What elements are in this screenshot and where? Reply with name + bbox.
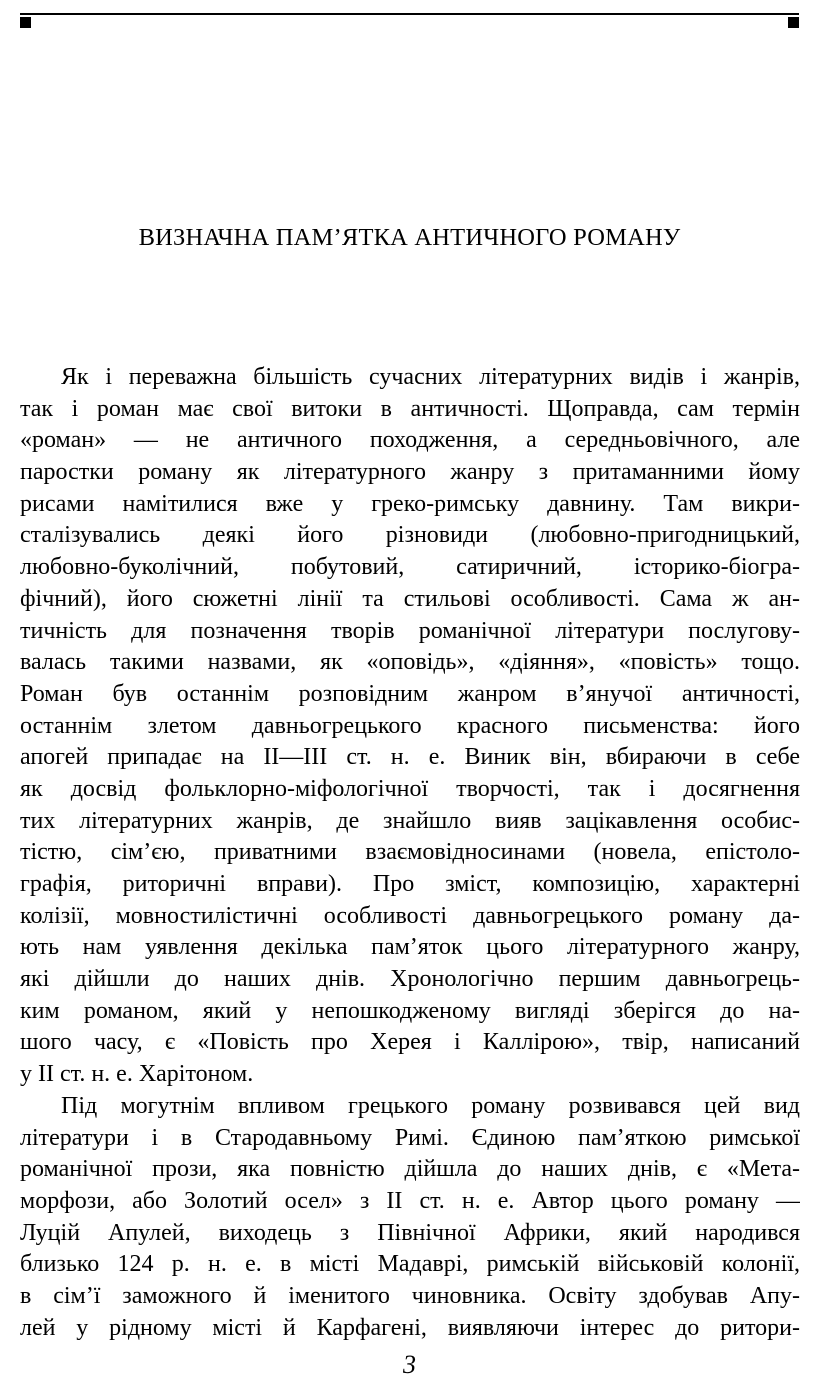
text-line: валась такими назвами, як «оповідь», «діяння», «повість» тощо. [20, 649, 800, 676]
text-line: ють нам уявлення декілька пам’яток цього літературного жанру, [20, 934, 800, 961]
text-line: які дійшли до наших днів. Хронологічно першим давньогрець- [20, 966, 800, 993]
text-line: апогей припадає на II—III ст. н. е. Виник він, вбираючи в себе [20, 744, 800, 771]
text-line: тих літературних жанрів, де знайшло вияв зацікавлення особис- [20, 807, 800, 834]
text-line: Луцій Апулей, виходець з Північної Африки, який народився [20, 1219, 800, 1246]
text-line: в сім’ї заможного й іменитого чиновника. Освіту здобував Апу- [20, 1282, 800, 1309]
text-line: паростки роману як літературного жанру з притаманними йому [20, 459, 800, 486]
text-line: тичність для позначення творів романічної літератури послугову- [20, 617, 800, 644]
text-line: романічної прози, яка повністю дійшла до наших днів, є «Мета- [20, 1156, 800, 1183]
body-text [20, 362, 800, 1344]
text-line: лей у рідному місті й Карфагені, виявляючи інтерес до ритори- [20, 1314, 800, 1341]
page-number: 3 [403, 1350, 416, 1379]
text-line: останнім злетом давньогрецького красного письменства: його [20, 712, 800, 739]
text-line: «роман» — не античного походження, а середньовічного, але [20, 427, 800, 454]
top-left-square-marker [20, 17, 31, 28]
text-line: морфози, або Золотий осел» з II ст. н. е. Автор цього роману — [20, 1187, 800, 1214]
text-line: фічний), його сюжетні лінії та стильові особливості. Сама ж ан- [20, 585, 800, 612]
text-line: графія, риторичні вправи). Про зміст, композицію, характерні [20, 871, 800, 897]
text-line: Як і переважна більшість сучасних літературних видів і жанрів, [61, 364, 800, 390]
text-line: як досвід фольклорно-міфологічної творчості, так і досягнення [20, 775, 800, 802]
text-line: близько 124 р. н. е. в місті Мадаврі, римській військовій колонії, [20, 1251, 800, 1278]
paragraph-2 [20, 1091, 800, 1345]
chapter-title: ВИЗНАЧНА ПАМ’ЯТКА АНТИЧНОГО РОМАНУ [138, 224, 681, 251]
text-line: любовно-буколічний, побутовий, сатиричний, історико-біогра- [20, 554, 800, 581]
text-line: Роман був останнім розповідним жанром в’янучої античності, [20, 680, 800, 707]
text-line: літератури і в Стародавньому Римі. Єдиною пам’яткою римської [20, 1124, 800, 1151]
text-line: шого часу, є «Повість про Херея і Каллірою», твір, написаний [20, 1029, 800, 1056]
text-line: колізії, мовностилістичні особливості давньогрецького роману да- [20, 902, 800, 929]
text-line: Під могутнім впливом грецького роману розвивався цей вид [61, 1092, 800, 1119]
top-rule [20, 13, 799, 15]
paragraph-1 [20, 362, 800, 1091]
text-line: так і роман має свої витоки в античності. Щоправда, сам термін [20, 395, 800, 422]
text-line: сталізувались деякі його різновиди (любовно-пригодницький, [20, 522, 800, 549]
text-line: тістю, сім’єю, приватними взаємовідносинами (новела, епістоло- [20, 839, 800, 866]
text-line: ким романом, який у непошкодженому вигляді зберігся до на- [20, 997, 800, 1024]
top-right-square-marker [788, 17, 799, 28]
text-line: рисами намітилися вже у греко-римську давнину. Там викри- [20, 490, 800, 517]
text-line: у II ст. н. е. Харітоном. [20, 1061, 254, 1088]
